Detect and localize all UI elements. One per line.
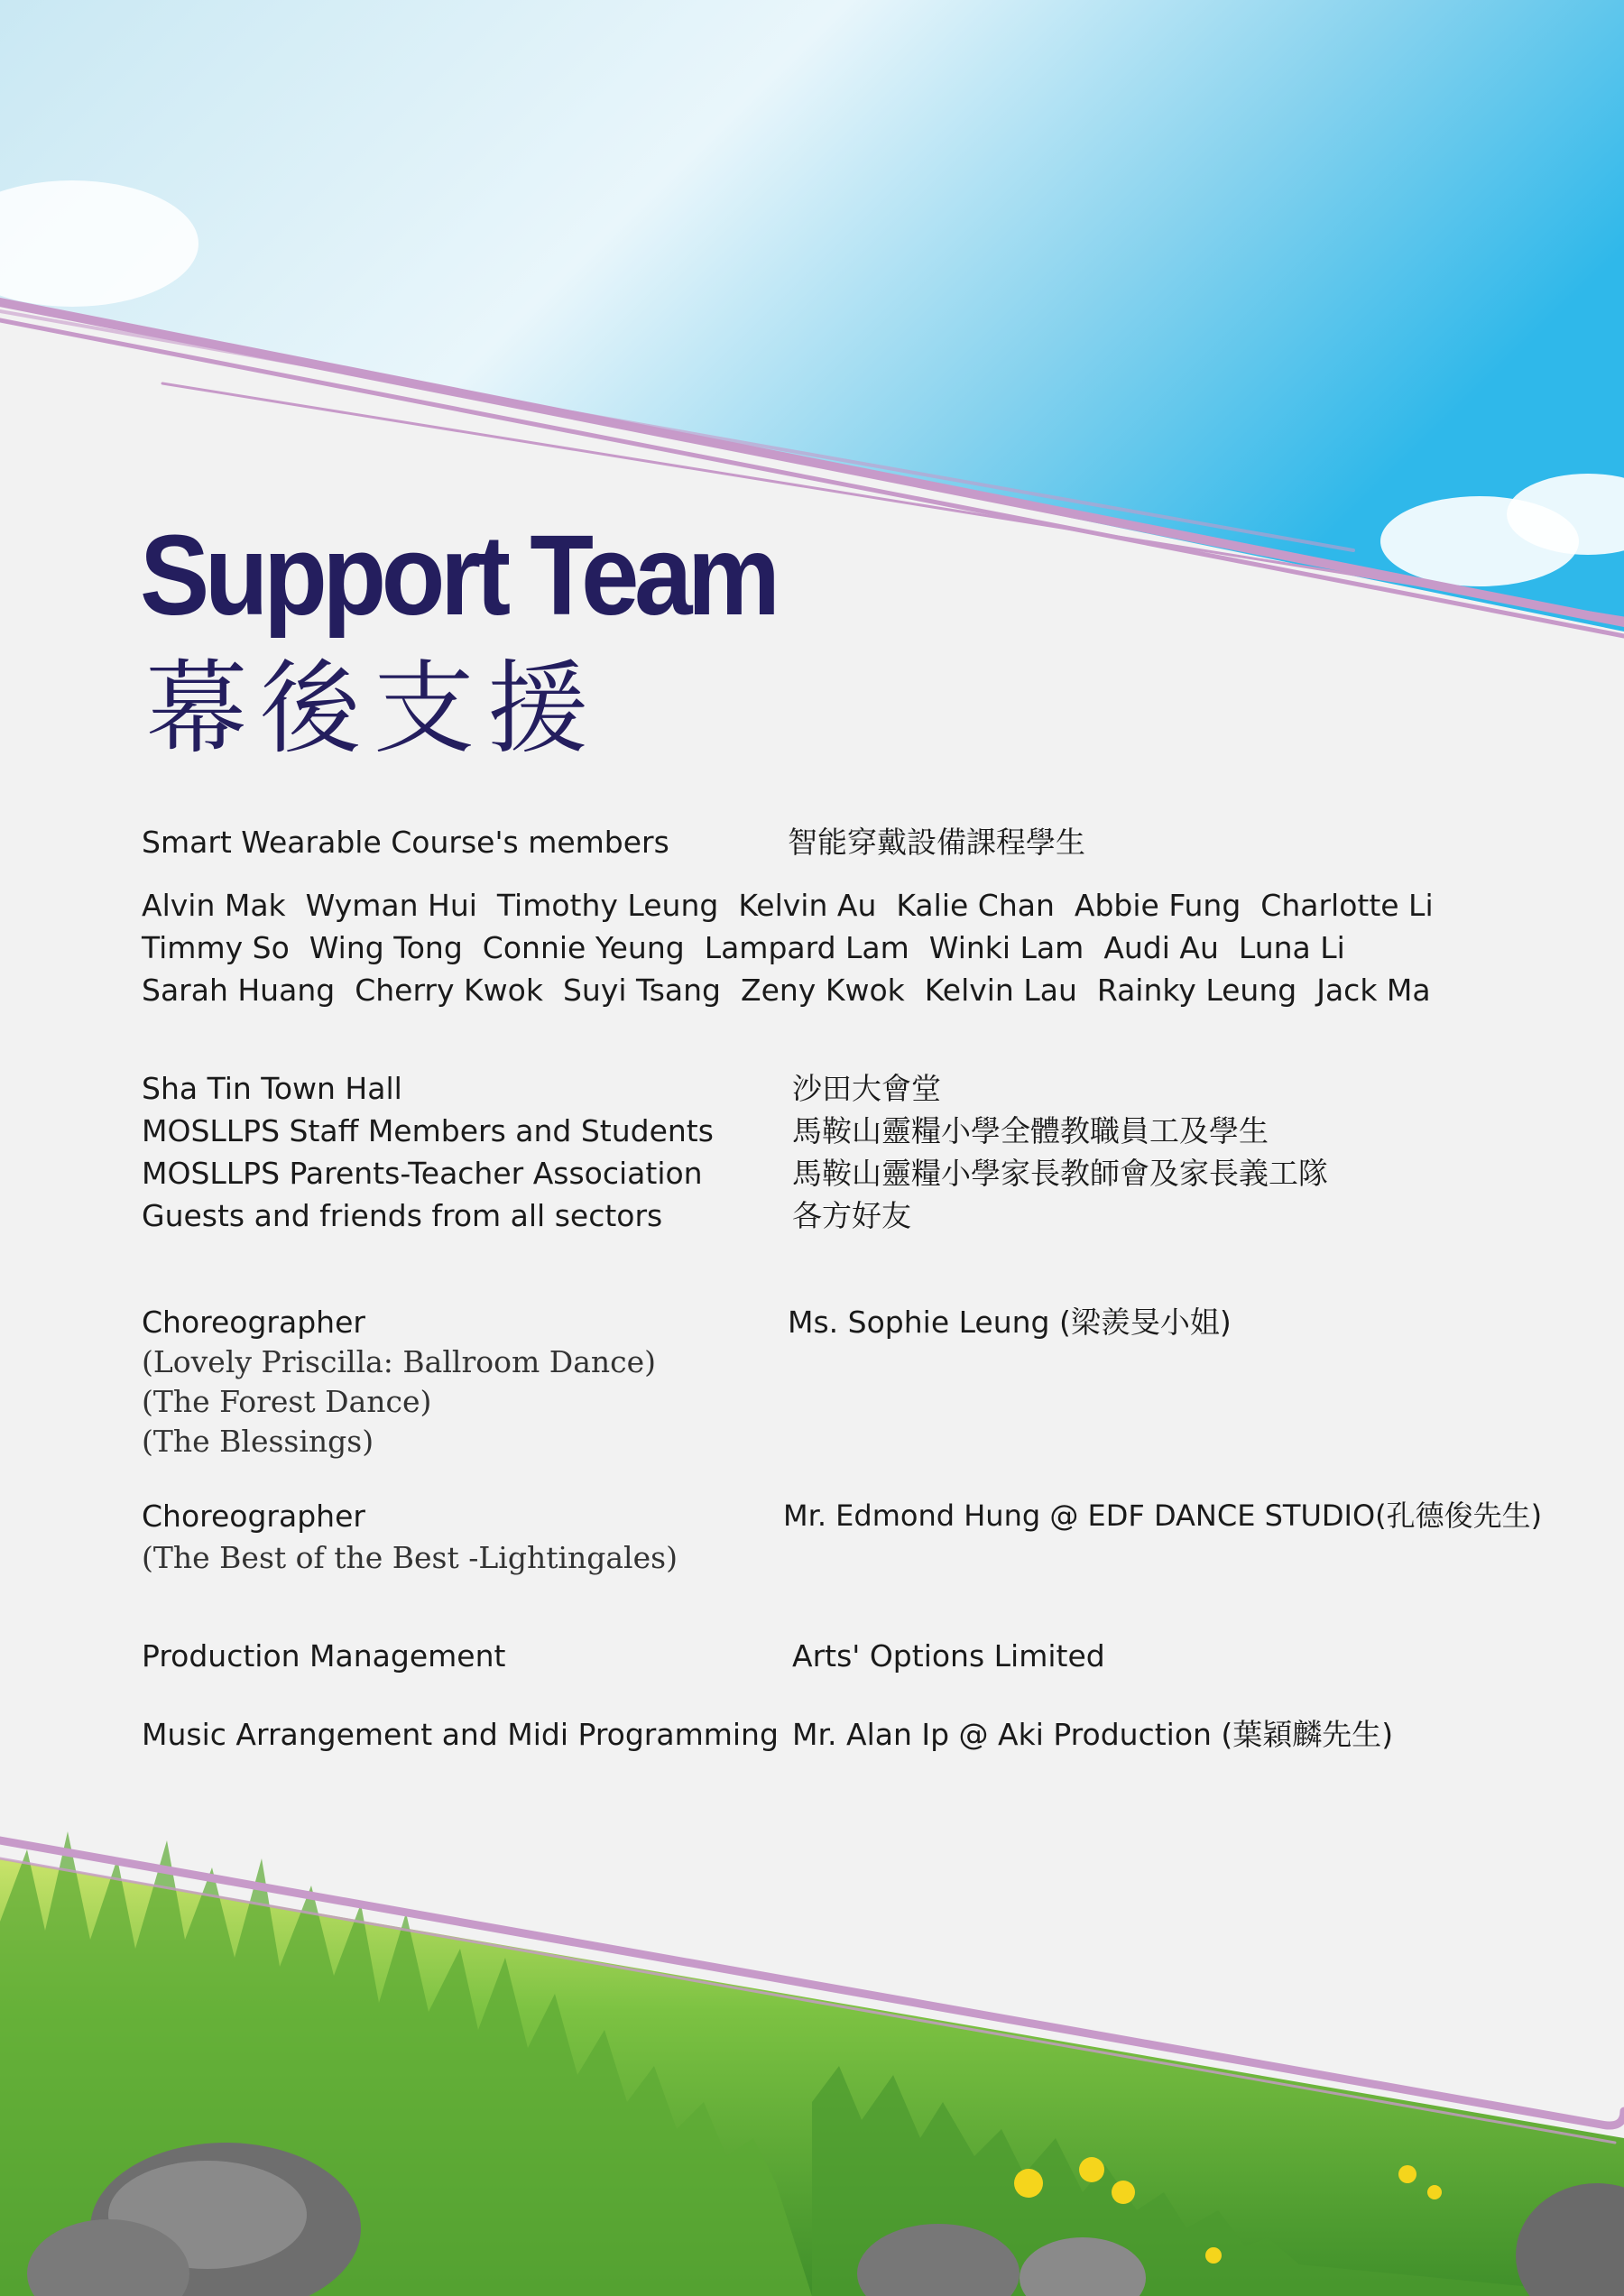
page-title-chinese: 幕後支援: [146, 650, 601, 768]
member-name: Kalie Chan: [896, 888, 1055, 923]
choreographer-name: Ms. Sophie Leung (梁羨旻小姐): [788, 1305, 1232, 1340]
member-row: [142, 969, 1451, 1011]
thanks-item-zh: 各方好友: [792, 1198, 911, 1233]
choreographer-label: Choreographer: [142, 1498, 365, 1534]
thanks-item-en: Sha Tin Town Hall: [142, 1071, 402, 1106]
member-name: Kelvin Lau: [924, 973, 1077, 1008]
course-label-en: Smart Wearable Course's members: [142, 825, 669, 860]
dance-item: (Lovely Priscilla: Ballroom Dance): [142, 1344, 657, 1379]
member-row: [142, 884, 1453, 927]
dance-item: (The Blessings): [142, 1424, 374, 1459]
member-name: Jack Ma: [1316, 973, 1431, 1008]
member-name: Audi Au: [1103, 930, 1219, 965]
member-name: Connie Yeung: [482, 930, 685, 965]
member-name: Kelvin Au: [738, 888, 877, 923]
member-name: Alvin Mak: [142, 888, 286, 923]
course-label-zh: 智能穿戴設備課程學生: [788, 825, 1085, 860]
member-name: Luna Li: [1238, 930, 1345, 965]
music-label: Music Arrangement and Midi Programming: [142, 1717, 779, 1752]
production-value: Arts' Options Limited: [792, 1638, 1105, 1674]
thanks-item-zh: 馬鞍山靈糧小學全體教職員工及學生: [792, 1113, 1269, 1148]
member-name: Rainky Leung: [1096, 973, 1297, 1008]
member-name: Abbie Fung: [1074, 888, 1241, 923]
choreographer-dances: [142, 1342, 656, 1462]
member-name: Charlotte Li: [1260, 888, 1434, 923]
dance-item: (The Best of the Best -Lightingales): [142, 1540, 678, 1575]
choreographer-label: Choreographer: [142, 1305, 365, 1340]
member-name: Suyi Tsang: [562, 973, 721, 1008]
thanks-item-en: Guests and friends from all sectors: [142, 1198, 663, 1233]
thanks-item-zh: 馬鞍山靈糧小學家長教師會及家長義工隊: [792, 1156, 1328, 1191]
member-row: [142, 927, 1365, 969]
member-name: Timmy So: [142, 930, 290, 965]
thanks-en-list: [142, 1067, 714, 1237]
member-name: Wyman Hui: [305, 888, 477, 923]
production-label: Production Management: [142, 1638, 506, 1674]
thanks-item-en: MOSLLPS Staff Members and Students: [142, 1113, 714, 1148]
page-title: Support Team: [140, 512, 776, 639]
member-name: Timothy Leung: [496, 888, 719, 923]
member-name: Lampard Lam: [704, 930, 909, 965]
music-value: Mr. Alan Ip @ Aki Production (葉穎麟先生): [792, 1717, 1394, 1752]
member-name: Winki Lam: [928, 930, 1084, 965]
member-name: Zeny Kwok: [740, 973, 905, 1008]
member-name: Cherry Kwok: [355, 973, 543, 1008]
thanks-zh-list: [792, 1067, 1328, 1237]
thanks-item-zh: 沙田大會堂: [792, 1071, 941, 1106]
dance-item: (The Forest Dance): [142, 1384, 432, 1419]
choreographer-name: Mr. Edmond Hung @ EDF DANCE STUDIO(孔德俊先生): [783, 1498, 1543, 1533]
member-name: Sarah Huang: [142, 973, 336, 1008]
member-name: Wing Tong: [309, 930, 463, 965]
thanks-item-en: MOSLLPS Parents-Teacher Association: [142, 1156, 703, 1191]
